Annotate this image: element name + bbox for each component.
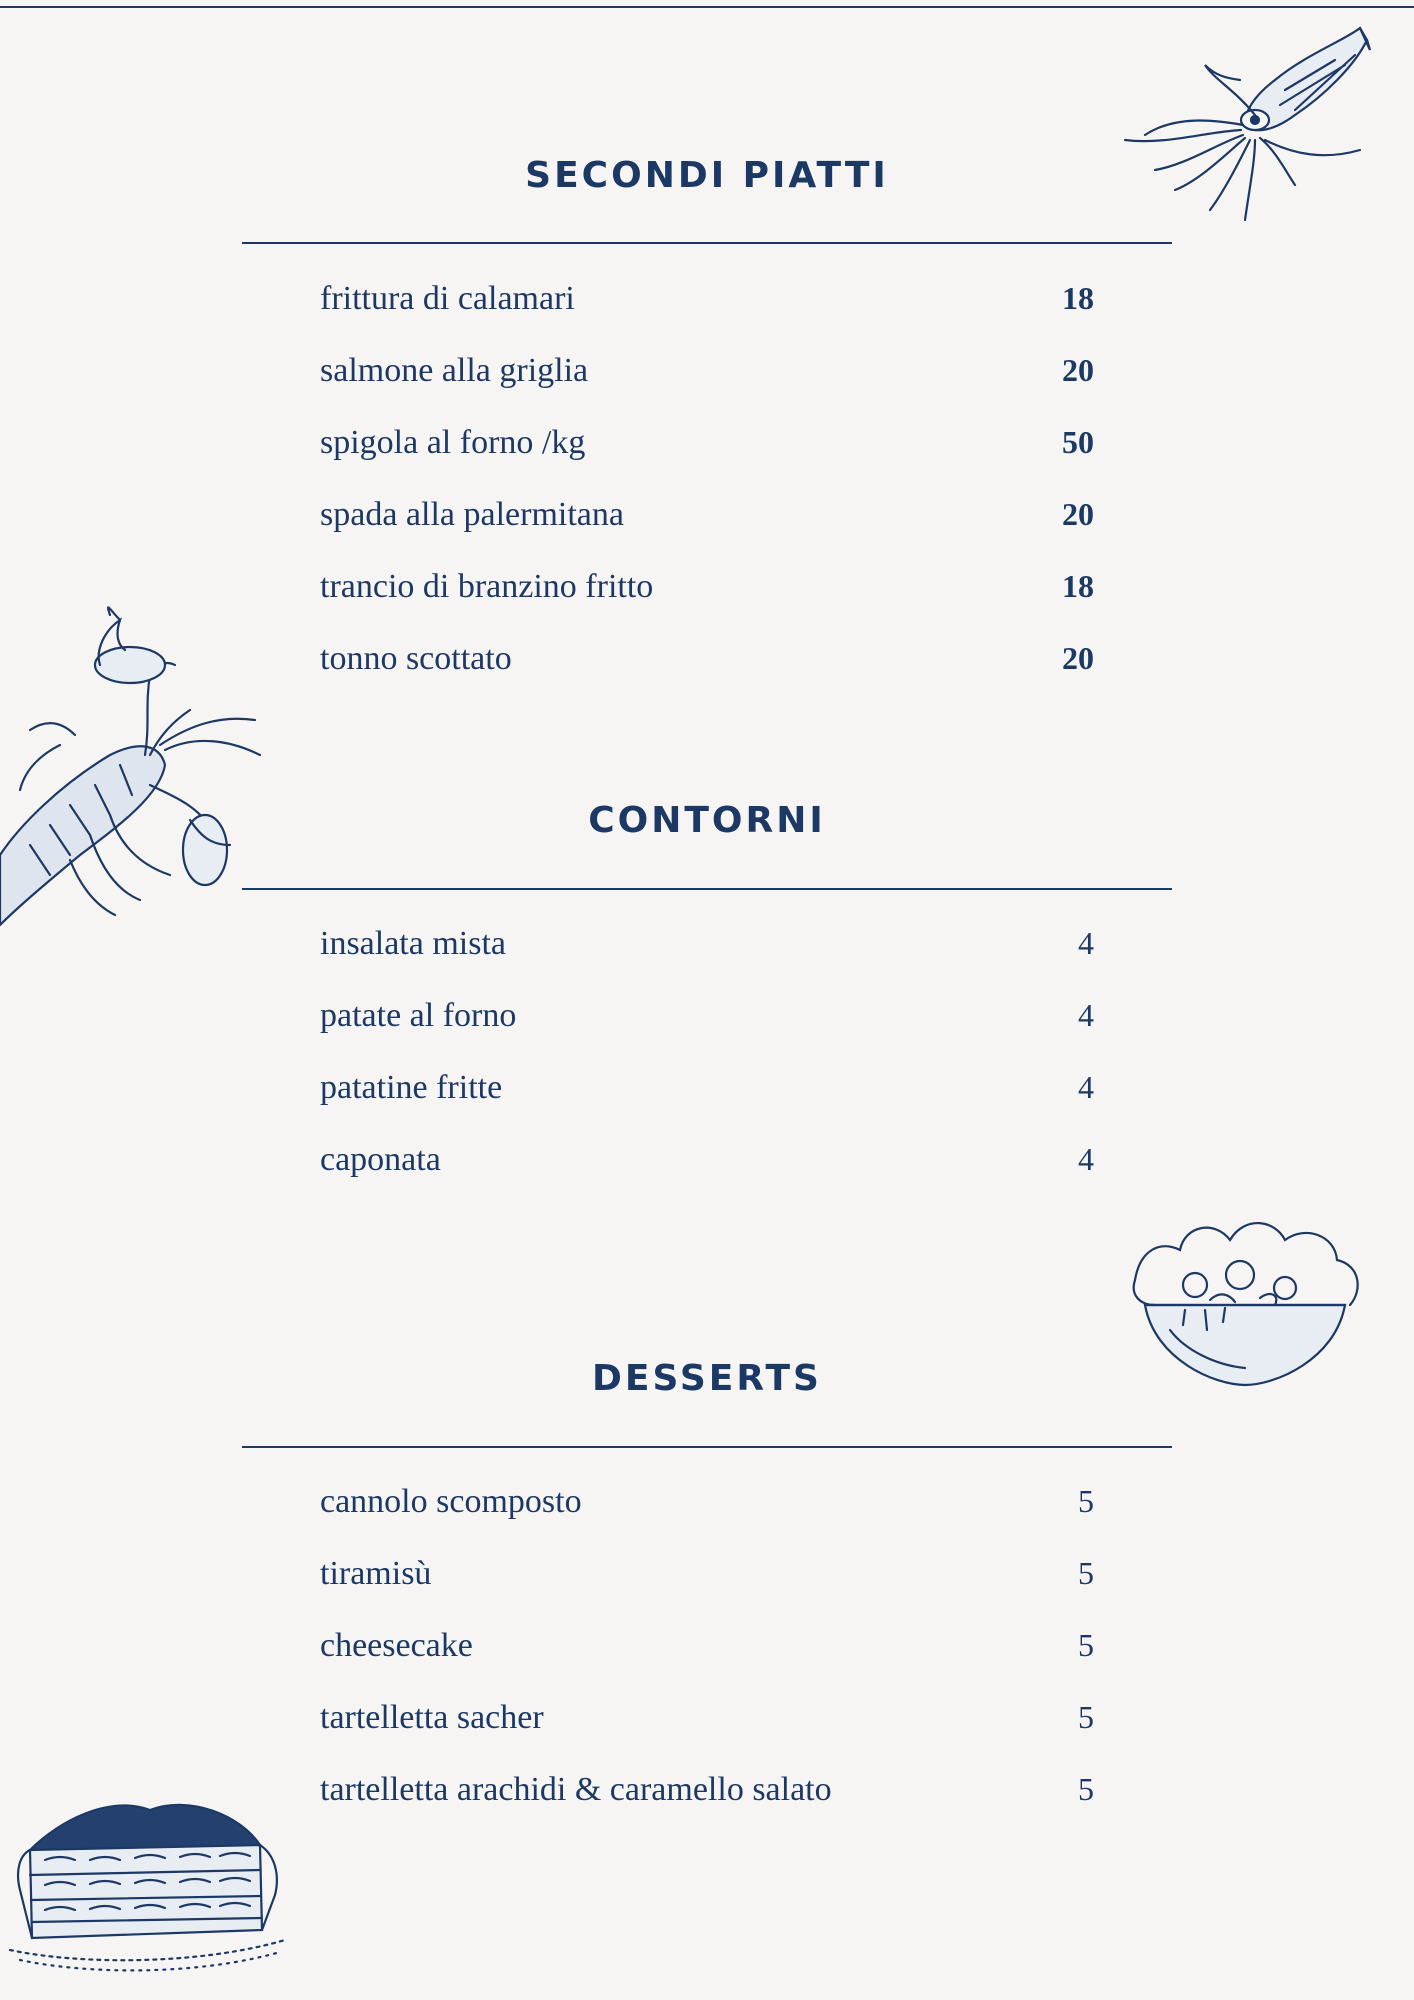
menu-item-name: patatine fritte	[320, 1069, 503, 1106]
menu-item-price: 4	[1078, 1141, 1094, 1177]
menu-item-name: spada alla palermitana	[320, 496, 624, 533]
menu-item	[320, 1699, 1094, 1771]
menu-item	[320, 640, 1094, 712]
menu-list-desserts	[320, 1483, 1094, 1843]
menu-item-price: 50	[1062, 424, 1094, 460]
menu-item-name: spigola al forno /kg	[320, 424, 586, 461]
menu-item-price: 18	[1062, 568, 1094, 604]
lobster-illustration	[0, 605, 265, 945]
top-border-line	[0, 6, 1414, 8]
menu-item	[320, 352, 1094, 424]
menu-item	[320, 280, 1094, 352]
menu-item-price: 5	[1078, 1483, 1094, 1519]
menu-list-contorni	[320, 925, 1094, 1213]
menu-item-price: 5	[1078, 1555, 1094, 1591]
menu-item-name: insalata mista	[320, 925, 507, 962]
section-title-secondi-piatti: SECONDI PIATTI	[525, 155, 889, 196]
menu-item	[320, 1069, 1094, 1141]
menu-item	[320, 997, 1094, 1069]
menu-item-price: 20	[1062, 640, 1094, 676]
menu-list-secondi-piatti	[320, 280, 1094, 712]
menu-item-price: 18	[1062, 280, 1094, 316]
menu-item-price: 5	[1078, 1699, 1094, 1735]
menu-item-price: 5	[1078, 1771, 1094, 1807]
menu-item	[320, 1483, 1094, 1555]
menu-item	[320, 1771, 1094, 1843]
menu-item	[320, 496, 1094, 568]
menu-item-name: tonno scottato	[320, 640, 512, 677]
menu-item-price: 5	[1078, 1627, 1094, 1663]
menu-item-price: 4	[1078, 997, 1094, 1033]
menu-item-price: 4	[1078, 925, 1094, 961]
menu-item-name: trancio di branzino fritto	[320, 568, 654, 605]
menu-item-name: patate al forno	[320, 997, 517, 1034]
menu-item-name: cheesecake	[320, 1627, 473, 1664]
section-divider	[242, 888, 1172, 890]
section-title-desserts: DESSERTS	[592, 1358, 822, 1399]
menu-item-name: caponata	[320, 1141, 441, 1178]
menu-item-name: frittura di calamari	[320, 280, 575, 317]
menu-item	[320, 424, 1094, 496]
menu-item-name: tartelletta sacher	[320, 1699, 544, 1736]
section-divider	[242, 1446, 1172, 1448]
section-title-contorni: CONTORNI	[588, 800, 826, 841]
menu-item	[320, 925, 1094, 997]
squid-illustration	[1105, 20, 1375, 230]
menu-item-price: 4	[1078, 1069, 1094, 1105]
menu-item	[320, 1627, 1094, 1699]
menu-item-name: cannolo scomposto	[320, 1483, 582, 1520]
menu-item	[320, 1141, 1094, 1213]
menu-item-name: salmone alla griglia	[320, 352, 589, 389]
menu-item-price: 20	[1062, 352, 1094, 388]
tiramisu-illustration	[0, 1780, 290, 1990]
menu-item	[320, 1555, 1094, 1627]
menu-item-name: tiramisù	[320, 1555, 432, 1592]
menu-item-name: tartelletta arachidi & caramello salato	[320, 1771, 832, 1808]
menu-item	[320, 568, 1094, 640]
section-divider	[242, 242, 1172, 244]
menu-item-price: 20	[1062, 496, 1094, 532]
